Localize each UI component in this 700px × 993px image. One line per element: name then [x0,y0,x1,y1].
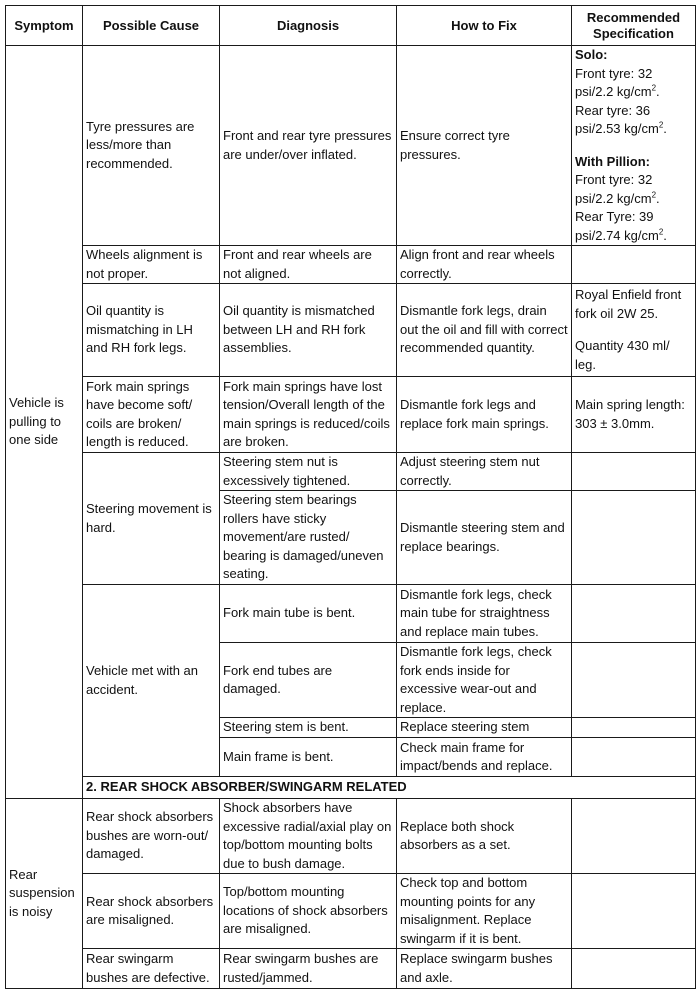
section-title: 2. REAR SHOCK ABSORBER/SWINGARM RELATED [83,777,696,799]
spec-cell [572,491,696,585]
table-row [6,453,696,491]
fix-cell: Dismantle fork legs, check fork ends inside for excessive wear-out and replace. [397,643,572,718]
spec-cell [572,585,696,643]
table-row [6,46,696,246]
table-row [6,585,696,643]
cause-cell: Wheels alignment is not proper. [83,246,220,284]
diagnosis-cell: Front and rear tyre pressures are under/over inflated. [220,46,397,246]
spec-cell [572,246,696,284]
table-row [6,799,696,874]
header-how-to-fix: How to Fix [397,6,572,46]
table-row [6,874,696,949]
spec-cell [572,874,696,949]
spec-fork-oil: Royal Enfield front fork oil 2W 25. [575,287,682,321]
diagnosis-cell: Fork main springs have lost tension/Overall length of the main springs is reduced/coils are broken. [220,377,397,453]
fix-cell: Dismantle steering stem and replace bearings. [397,491,572,585]
header-possible-cause: Possible Cause [83,6,220,46]
diagnosis-cell: Steering stem is bent. [220,718,397,738]
spec-pillion-rear: Rear Tyre: 39 psi/2.74 $kg/cm^2$. [575,209,667,243]
spec-cell-fork-oil [572,284,696,377]
diagnosis-cell: Front and rear wheels are not aligned. [220,246,397,284]
fix-cell: Dismantle fork legs and replace fork main springs. [397,377,572,453]
symptom-cell: Rear suspension is noisy [6,799,83,989]
cause-cell: Rear shock absorbers are misaligned. [83,874,220,949]
spec-pillion-title: With Pillion: [575,153,650,169]
table-row [6,377,696,453]
fix-cell: Replace steering stem [397,718,572,738]
spec-cell [572,453,696,491]
diagnosis-cell: Main frame is bent. [220,738,397,777]
spec-cell [572,643,696,718]
spec-cell [572,738,696,777]
spec-cell [572,799,696,874]
spec-oil-quantity: Quantity 430 ml/ leg. [575,338,670,372]
fix-cell: Align front and rear wheels correctly. [397,246,572,284]
cause-cell: Vehicle met with an accident. [83,585,220,777]
fix-cell: Adjust steering stem nut correctly. [397,453,572,491]
header-recommended-specification: Recommended Specification [572,6,696,46]
diagnosis-cell: Top/bottom mounting locations of shock absorbers are misaligned. [220,874,397,949]
fix-cell: Dismantle fork legs, drain out the oil and fill with correct recommended quantity. [397,284,572,377]
spec-pillion-front: Front tyre: 32 psi/2.2 $kg/cm^2$. [575,172,660,206]
spec-solo-rear: Rear tyre: 36 psi/2.53 $kg/cm^2$. [575,102,667,136]
diagnosis-cell: Shock absorbers have excessive radial/axial play on top/bottom mounting bolts due to bush damage. [220,799,397,874]
spec-cell-tyre-pressure [572,46,696,246]
spec-cell-main-spring: Main spring length: 303 ± 3.0mm. [572,377,696,453]
diagnosis-cell: Steering stem bearings rollers have sticky movement/are rusted/ bearing is damaged/uneven seating. [220,491,397,585]
header-symptom: Symptom [6,6,83,46]
symptom-cell: Vehicle is pulling to one side [6,46,83,799]
table-row [6,246,696,284]
diagnosis-cell: Steering stem nut is excessively tightened. [220,453,397,491]
header-diagnosis: Diagnosis [220,6,397,46]
spec-solo-title: Solo: [575,47,608,62]
troubleshooting-table [5,5,696,989]
fix-cell: Check main frame for impact/bends and replace. [397,738,572,777]
spec-solo-front: Front tyre: 32 psi/2.2 $kg/cm^2$. [575,65,660,99]
header-row [6,6,696,46]
section-row [6,777,696,799]
fix-cell: Check top and bottom mounting points for any misalignment. Replace swingarm if it is bent. [397,874,572,949]
cause-cell: Rear swingarm bushes are defective. [83,949,220,989]
fix-cell: Replace both shock absorbers as a set. [397,799,572,874]
spec-cell [572,949,696,989]
diagnosis-cell: Oil quantity is mismatched between LH and RH fork assemblies. [220,284,397,377]
cause-cell: Rear shock absorbers bushes are worn-out/ damaged. [83,799,220,874]
table-row [6,284,696,377]
diagnosis-cell: Fork end tubes are damaged. [220,643,397,718]
spec-cell [572,718,696,738]
cause-cell: Fork main springs have become soft/ coils are broken/ length is reduced. [83,377,220,453]
cause-cell: Tyre pressures are less/more than recommended. [83,46,220,246]
fix-cell: Ensure correct tyre pressures. [397,46,572,246]
diagnosis-cell: Fork main tube is bent. [220,585,397,643]
cause-cell: Oil quantity is mismatching in LH and RH fork legs. [83,284,220,377]
cause-cell: Steering movement is hard. [83,453,220,585]
diagnosis-cell: Rear swingarm bushes are rusted/jammed. [220,949,397,989]
table-row [6,949,696,989]
fix-cell: Replace swingarm bushes and axle. [397,949,572,989]
fix-cell: Dismantle fork legs, check main tube for straightness and replace main tubes. [397,585,572,643]
